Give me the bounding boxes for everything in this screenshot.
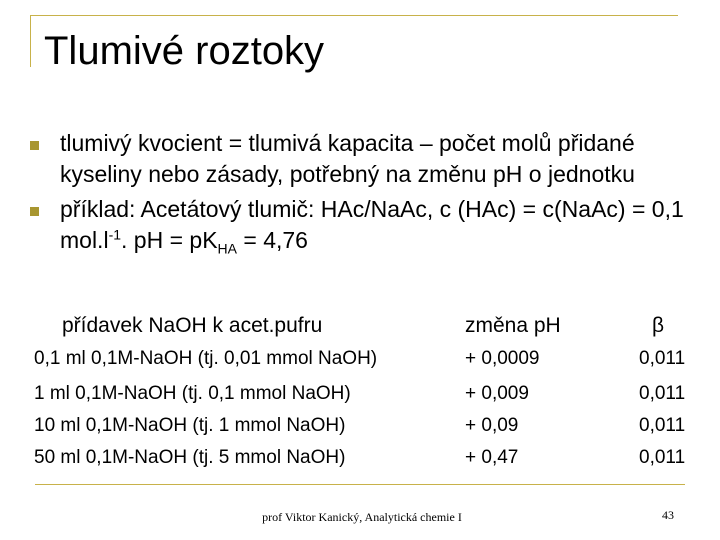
table-cell: + 0,09	[465, 415, 519, 436]
table-cell: 0,011	[639, 348, 686, 369]
table-cell: 0,011	[639, 383, 686, 404]
slide-title: Tlumivé roztoky	[44, 29, 325, 73]
table-header-ph-change: změna pH	[465, 314, 561, 337]
bullet-text-2c: = 4,76	[237, 227, 308, 253]
table-header-beta: β	[652, 314, 665, 337]
footer-divider	[35, 484, 685, 485]
table-cell: + 0,009	[465, 383, 529, 404]
table-cell: 0,011	[639, 415, 686, 436]
bullet-sub: HA	[217, 240, 237, 257]
bullet-text-1: tlumivý kvocient = tlumivá kapacita – počet molů přidané kyseliny nebo zásady, potřebný na změnu pH o jednotku	[60, 130, 635, 187]
bullet-sup: -1	[108, 226, 122, 243]
table-header-addition: přídavek NaOH k acet.pufru	[62, 314, 323, 337]
table-cell: 50 ml 0,1M-NaOH (tj. 5 mmol NaOH)	[34, 447, 346, 468]
bullet-text-2b: . pH = pK	[121, 227, 218, 253]
table-cell: + 0,47	[465, 447, 519, 468]
table-cell: 1 ml 0,1M-NaOH (tj. 0,1 mmol NaOH)	[34, 383, 351, 404]
table-cell: 0,011	[639, 447, 686, 468]
bullet-text-2a: příklad: Acetátový tlumič: HAc/NaAc, c (HAc) = c(NaAc) = 0,1 mol.l	[60, 196, 684, 253]
footer-author: prof Viktor Kanický, Analytická chemie I	[262, 510, 462, 524]
page-number: 43	[662, 508, 674, 522]
table-cell: + 0,0009	[465, 348, 540, 369]
table-cell: 0,1 ml 0,1M-NaOH (tj. 0,01 mmol NaOH)	[34, 348, 378, 369]
table-cell: 10 ml 0,1M-NaOH (tj. 1 mmol NaOH)	[34, 415, 346, 436]
